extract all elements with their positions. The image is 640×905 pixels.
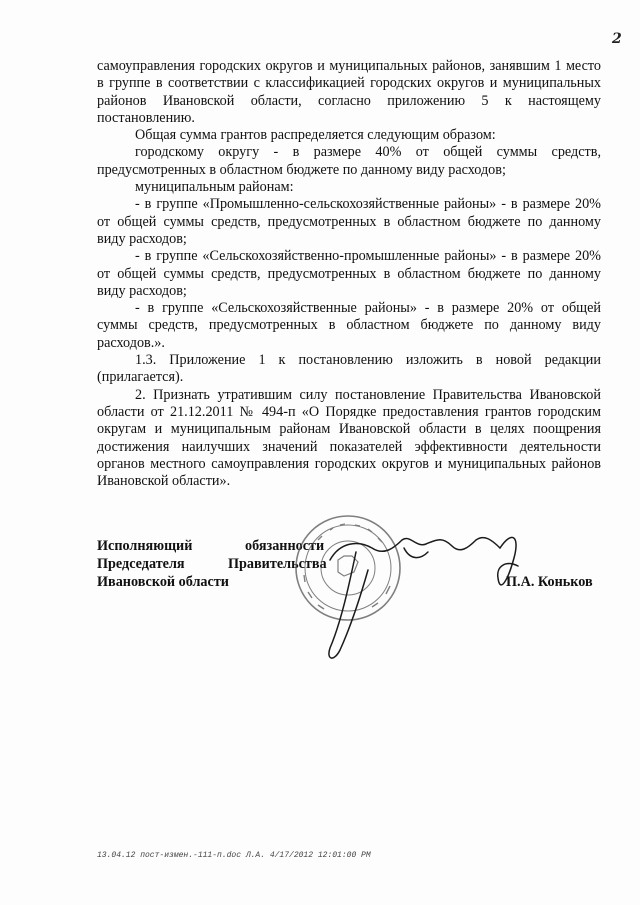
signature-title-line2-left: Председателя xyxy=(97,556,185,572)
signer-name: П.А. Коньков xyxy=(506,574,593,590)
paragraph-city-district-share: городскому округу - в размере 40% от общей суммы средств, предусмотренных в областном бюджете по данному виду расходов; xyxy=(97,144,601,178)
paragraph-grants-intro: самоуправления городских округов и муниципальных районов, занявшим 1 место в группе в соответствии с классификацией городских округов и муниципальных районов Ивановской области, согласно приложению 5 к настоящему постановлению. xyxy=(97,58,601,126)
paragraph-distribution-heading: Общая сумма грантов распределяется следующим образом: xyxy=(135,127,496,144)
paragraph-agricultural-group: - в группе «Сельскохозяйственные районы» - в размере 20% от общей суммы средств, предусмотренных в областном бюджете по данному виду расходов.». xyxy=(97,300,601,351)
signature-title-line2-right: Правительства xyxy=(228,556,327,572)
signature-title-line1-left: Исполняющий xyxy=(97,538,193,554)
paragraph-industrial-agricultural-group: - в группе «Промышленно-сельскохозяйственные районы» - в размере 20% от общей суммы средств, предусмотренных в областном бюджете по данному виду расходов; xyxy=(97,196,601,247)
official-seal-stamp xyxy=(296,516,400,620)
signature-title-line1-right: обязанности xyxy=(245,538,325,554)
paragraph-repeal-resolution: 2. Признать утратившим силу постановление Правительства Ивановской области от 21.12.2011 № 494-п «О Порядке предоставления грантов городским округам и муниципальным районам Ивановской области в целях поощрения достижения наилучших значений показателей эффективности деятельности органов местного самоуправления городских округов и муниципальных районов Ивановской области». xyxy=(97,386,601,490)
document-footer: 13.04.12 пост-измен.-111-п.doc Л.А. 4/17/2012 12:01:00 PM xyxy=(97,851,371,860)
signature-title-line3: Ивановской области xyxy=(97,574,229,590)
paragraph-appendix-1: 1.3. Приложение 1 к постановлению изложить в новой редакции (прилагается). xyxy=(97,352,601,386)
page-number: 2 xyxy=(612,31,622,47)
paragraph-municipal-districts: муниципальным районам: xyxy=(135,179,294,196)
paragraph-agricultural-industrial-group: - в группе «Сельскохозяйственно-промышленные районы» - в размере 20% от общей суммы средств, предусмотренных в областном бюджете по данному виду расходов; xyxy=(97,248,601,299)
handwritten-signature xyxy=(329,537,518,658)
